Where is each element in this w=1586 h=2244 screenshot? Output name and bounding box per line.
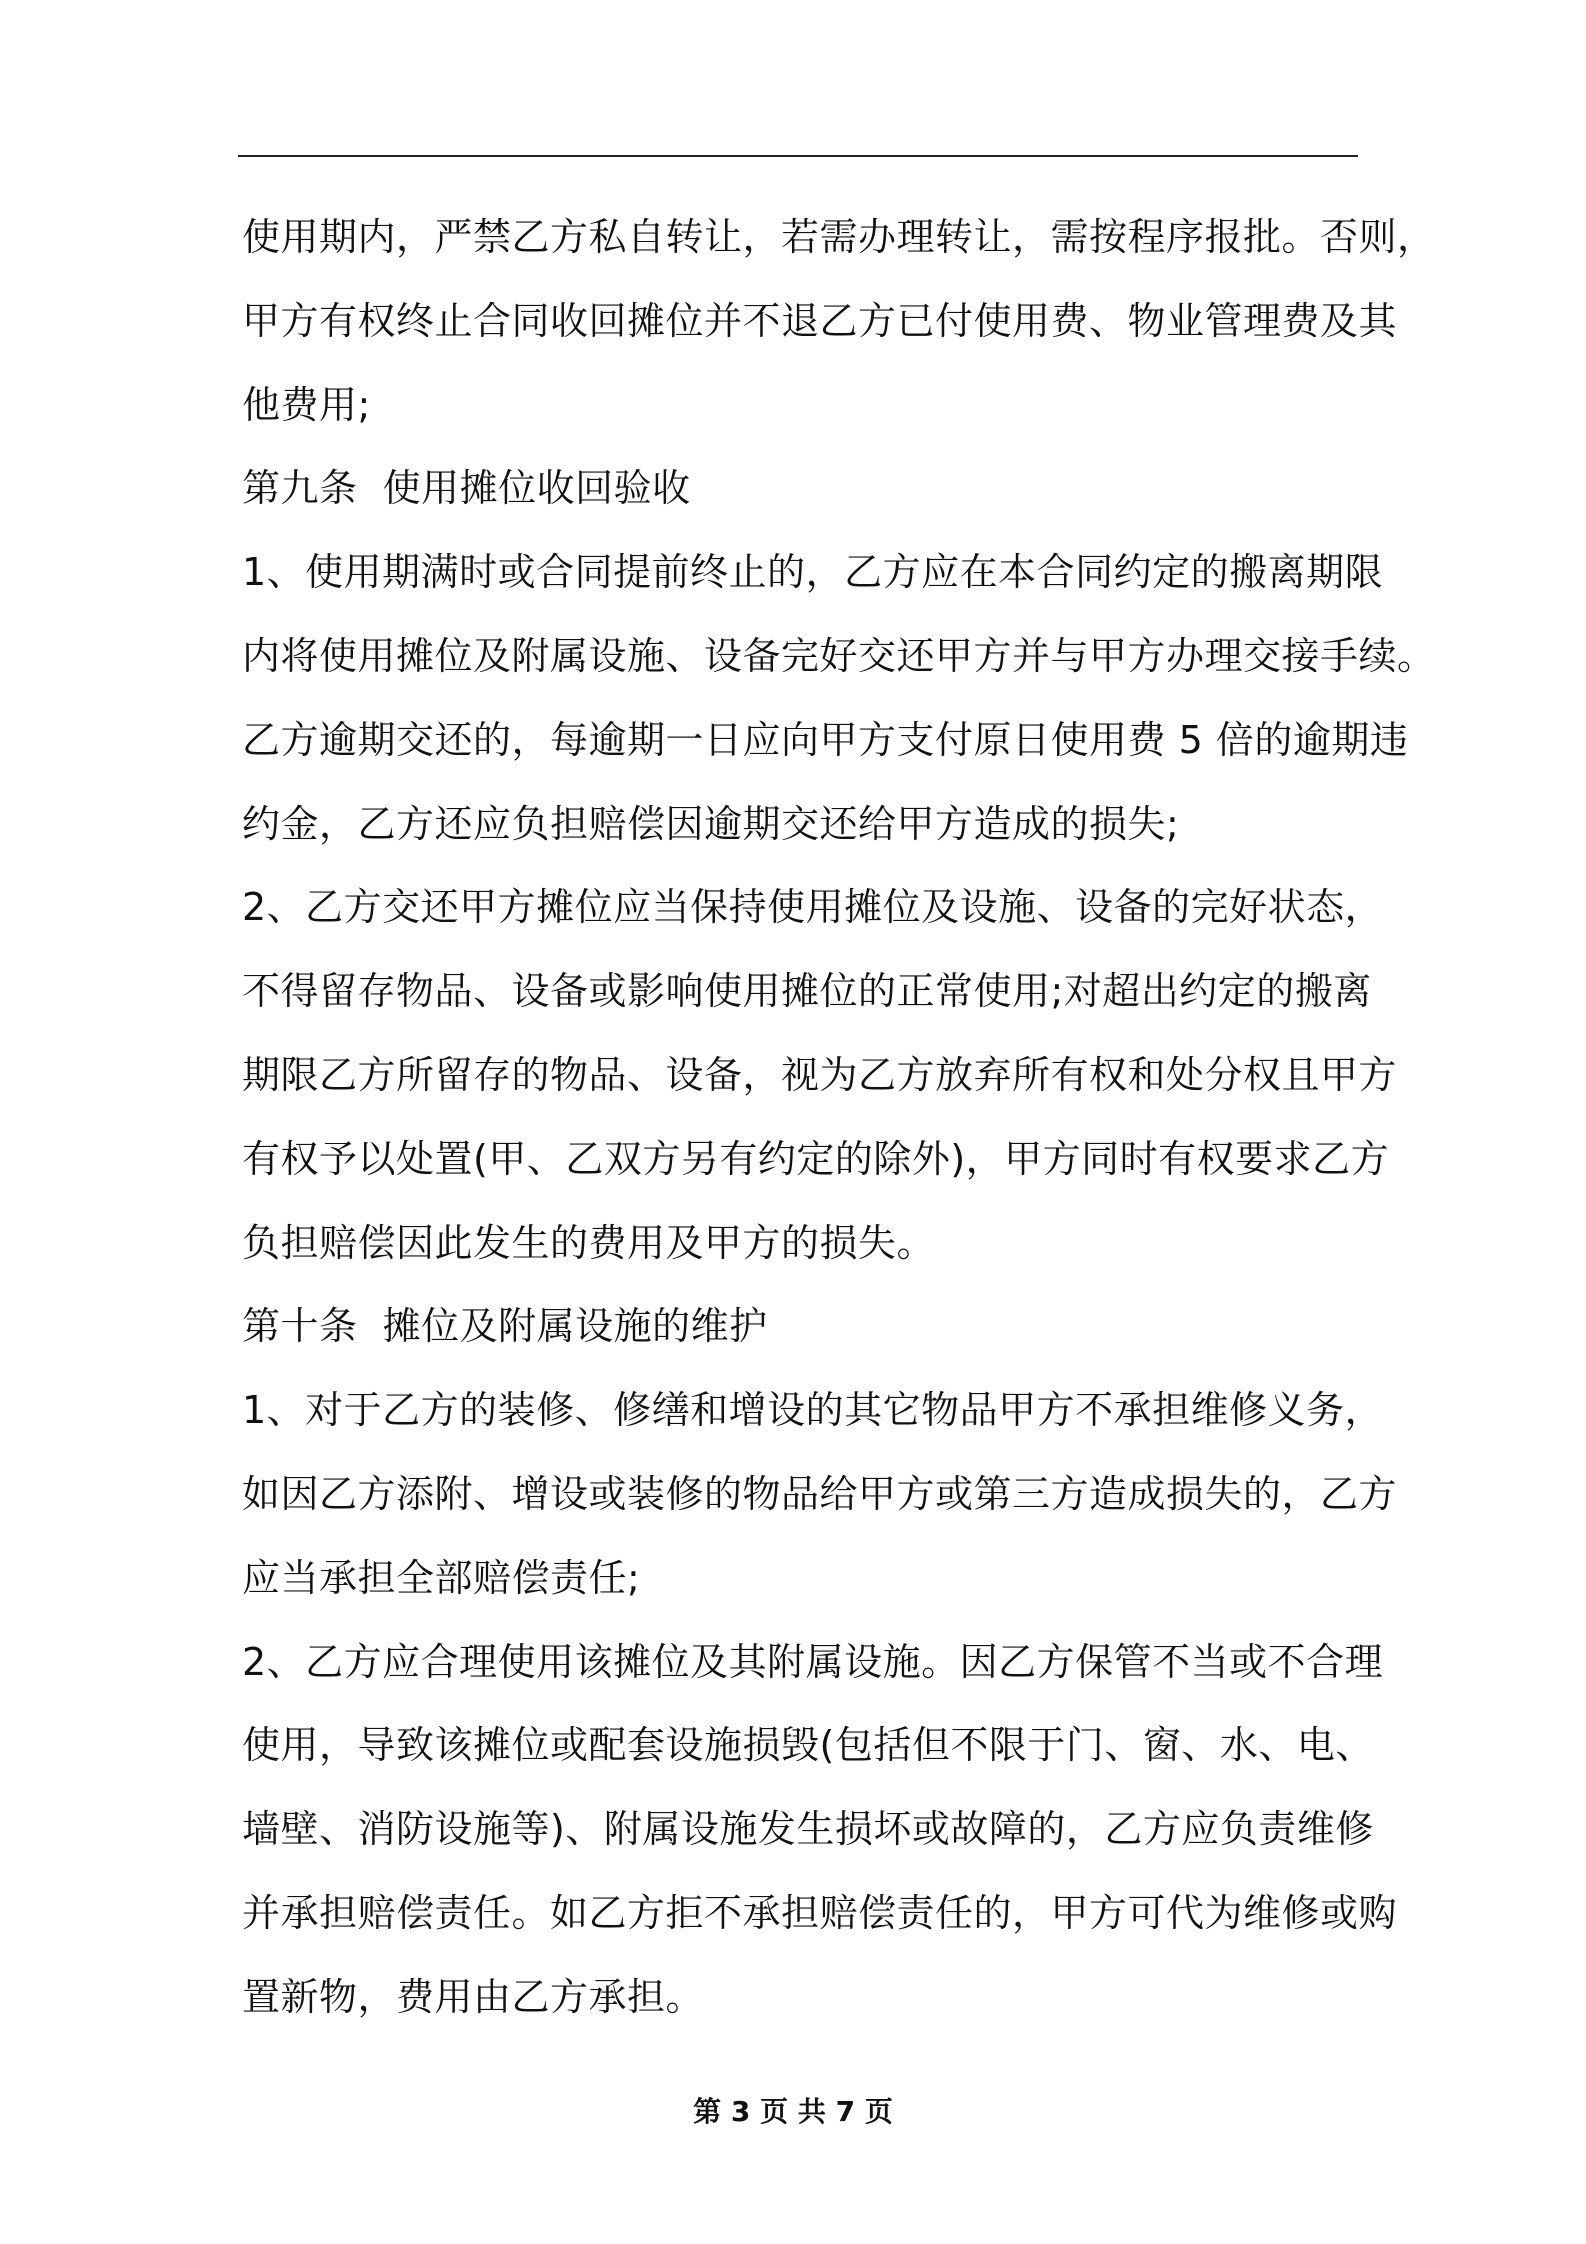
document-body — [242, 196, 1436, 2040]
text-line: 甲方有权终止合同收回摊位并不退乙方已付使用费、物业管理费及其 — [242, 298, 1398, 343]
text-line: 约金，乙方还应负担赔偿因逾期交还给甲方造成的损失; — [242, 801, 1180, 846]
text-line: 置新物，费用由乙方承担。 — [242, 1974, 705, 2019]
text-line: 期限乙方所留存的物品、设备，视为乙方放弃所有权和处分权且甲方 — [242, 1052, 1398, 1097]
text-line: 2、乙方交还甲方摊位应当保持使用摊位及设施、设备的完好状态， — [242, 885, 1384, 930]
text-line: 2、乙方应合理使用该摊位及其附属设施。因乙方保管不当或不合理 — [242, 1639, 1384, 1684]
text-line: 使用，导致该摊位或配套设施损毁(包括但不限于门、窗、水、电、 — [242, 1723, 1374, 1768]
text-line: 有权予以处置(甲、乙双方另有约定的除外)，甲方同时有权要求乙方 — [242, 1136, 1390, 1181]
text-line: 负担赔偿因此发生的费用及甲方的损失。 — [242, 1220, 936, 1265]
text-line: 内将使用摊位及附属设施、设备完好交还甲方并与甲方办理交接手续。 — [242, 633, 1436, 678]
text-line: 1、使用期满时或合同提前终止的，乙方应在本合同约定的搬离期限 — [242, 550, 1384, 595]
text-line: 使用期内，严禁乙方私自转让，若需办理转让，需按程序报批。否则， — [242, 215, 1436, 259]
text-line: 并承担赔偿责任。如乙方拒不承担赔偿责任的，甲方可代为维修或购 — [242, 1890, 1398, 1935]
text-line: 墙壁、消防设施等)、附属设施发生损坏或故障的，乙方应负责维修 — [242, 1807, 1374, 1852]
text-line: 应当承担全部赔偿责任; — [242, 1555, 641, 1600]
page-number-footer: 第 3 页 共 7 页 — [693, 2095, 893, 2128]
section-heading: 第十条 摊位及附属设施的维护 — [242, 1304, 768, 1349]
text-line: 他费用; — [242, 382, 371, 427]
text-line: 1、对于乙方的装修、修缮和增设的其它物品甲方不承担维修义务， — [242, 1388, 1384, 1433]
text-line: 如因乙方添附、增设或装修的物品给甲方或第三方造成损失的，乙方 — [242, 1471, 1398, 1516]
text-line: 不得留存物品、设备或影响使用摊位的正常使用;对超出约定的搬离 — [242, 969, 1372, 1014]
text-line: 乙方逾期交还的，每逾期一日应向甲方支付原日使用费 5 倍的逾期违 — [242, 717, 1409, 762]
section-heading: 第九条 使用摊位收回验收 — [242, 466, 691, 511]
header-rule — [238, 155, 1358, 157]
